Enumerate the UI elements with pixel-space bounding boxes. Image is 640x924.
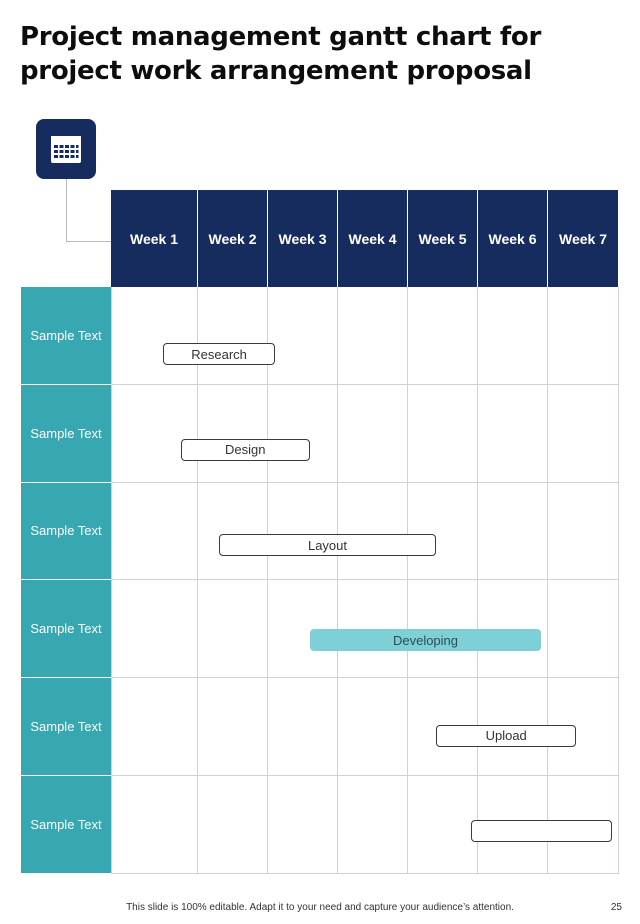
grid-cell <box>548 483 619 581</box>
grid-cell <box>338 678 408 776</box>
grid-cell <box>198 287 268 385</box>
grid-cell <box>111 776 198 874</box>
grid-cell <box>111 678 198 776</box>
grid-cell <box>268 678 338 776</box>
grid-cell <box>111 580 198 678</box>
row-label: Sample Text <box>21 483 111 581</box>
row-label: Sample Text <box>21 678 111 776</box>
connector-line-horizontal <box>66 241 112 242</box>
row-label: Sample Text <box>21 776 111 874</box>
week-header: Week 1 <box>111 190 198 287</box>
row-label: Sample Text <box>21 287 111 385</box>
grid-cell <box>198 580 268 678</box>
grid-cell <box>111 483 198 581</box>
grid-cell <box>478 483 548 581</box>
footer-note: This slide is 100% editable. Adapt it to your need and capture your audience’s attention. <box>126 902 514 913</box>
calendar-tile <box>36 119 96 179</box>
grid-cell <box>408 483 478 581</box>
grid-cell <box>268 287 338 385</box>
grid-cell <box>111 385 198 483</box>
grid-cell <box>268 483 338 581</box>
grid-cell <box>408 776 478 874</box>
row-label: Sample Text <box>21 385 111 483</box>
grid-cell <box>268 776 338 874</box>
task-bar <box>471 820 612 842</box>
week-header: Week 7 <box>548 190 619 287</box>
grid-cell <box>338 287 408 385</box>
task-bar: Developing <box>310 629 541 651</box>
grid-cell <box>198 483 268 581</box>
page-number: 25 <box>610 902 622 913</box>
connector-line-vertical <box>66 179 67 242</box>
row-label: Sample Text <box>21 580 111 678</box>
grid-cell <box>338 385 408 483</box>
grid-cell <box>111 287 198 385</box>
calendar-icon <box>50 133 82 165</box>
week-header: Week 3 <box>268 190 338 287</box>
grid-cell <box>338 483 408 581</box>
week-header: Week 4 <box>338 190 408 287</box>
grid-cell <box>198 776 268 874</box>
week-header: Week 5 <box>408 190 478 287</box>
week-header: Week 2 <box>198 190 268 287</box>
grid-cell <box>548 287 619 385</box>
grid-cell <box>548 580 619 678</box>
page-title: Project management gantt chart for project work arrangement proposal <box>20 22 541 86</box>
grid-cell <box>408 287 478 385</box>
task-bar: Research <box>163 343 275 365</box>
grid-cell <box>478 287 548 385</box>
week-header: Week 6 <box>478 190 548 287</box>
grid-cell <box>338 776 408 874</box>
grid-cell <box>408 385 478 483</box>
grid-cell <box>198 678 268 776</box>
task-bar: Design <box>181 439 310 461</box>
grid-cell <box>198 385 268 483</box>
task-bar: Layout <box>219 534 436 556</box>
grid-cell <box>478 385 548 483</box>
grid-cell <box>548 385 619 483</box>
task-bar: Upload <box>436 725 576 747</box>
grid-cell <box>268 385 338 483</box>
